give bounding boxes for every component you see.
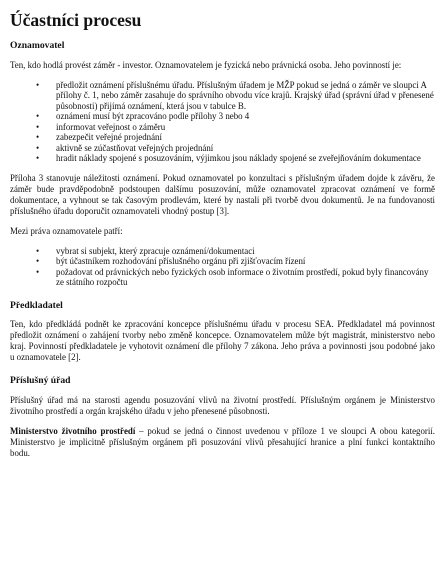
page-title: Účastníci procesu [10, 10, 142, 30]
oznamovatel-rights-list [10, 246, 435, 288]
list-item: • být účastníkem rozhodování příslušného orgánu při zjišťovacím řízení [56, 256, 435, 267]
oznamovatel-intro: Ten, kdo hodlá provést záměr - investor. Oznamovatelem je fyzická nebo právnická osoba. Jeho povinností je: [10, 59, 402, 70]
section-heading-oznamovatel: Oznamovatel [10, 40, 65, 52]
section-heading-predkladatel: Předkladatel [10, 299, 63, 311]
section-heading-prislusny-urad: Příslušný úřad [10, 375, 71, 387]
list-item: • vybrat si subjekt, který zpracuje oznámení/dokumentaci [56, 246, 435, 257]
oznamovatel-duties-list [10, 80, 435, 164]
list-item: • informovat veřejnost o záměru [56, 122, 435, 133]
list-item: • oznámení musí být zpracováno podle přílohy 3 nebo 4 [56, 111, 435, 122]
list-item: • hradit náklady spojené s posuzováním, výjimkou jsou náklady spojené se zveřejňováním dokumentace [56, 153, 435, 164]
ministry-text: – pokud se jedná o činnost uvedenou v příloze 1 ve sloupci A obou kategorií. Ministerstvo je implicitně příslušným orgánem při posuzování vlivů přesahující hranice a plní funkci kontaktního bodu. [10, 425, 435, 458]
predkladatel-text: Ten, kdo předkládá podnět ke zpracování koncepce příslušnému úřadu v procesu SEA. Předkladatel má povinnost předložit oznámení o zahájení tvorby nebo změně koncepce. Oznamovatelem může být magistrát, ministerstvo nebo kraj. Povinností předkladatele je vyhotovit oznámení dle přílohy 7 zákona. Jeho práva a povinnosti jsou podobné jako u oznamovatele [2]. [10, 319, 435, 363]
ministry-paragraph [10, 426, 435, 459]
ministry-label: Ministerstvo životního prostředí [10, 425, 136, 436]
rights-intro: Mezi práva oznamovatele patří: [10, 225, 123, 236]
list-item: • zabezpečit veřejné projednání [56, 132, 435, 143]
annex-paragraph: Příloha 3 stanovuje náležitosti oznámení. Pokud oznamovatel po konzultaci s příslušným úřadem dojde k závěru, že záměr bude pravděpodobně podstoupen dalšímu posuzování, může oznamovatel zpracovat oznámení ve formě dokumentace, a vyhnout se tak časovým prodlevám, které by nastali při tvorbě dvou dokumentů. Je na fundovanosti příslušného úřadu doporučit oznamovateli vhodný postup [3]. [10, 172, 435, 216]
list-item: • předložit oznámení příslušnému úřadu. Příslušným úřadem je MŽP pokud se jedná o záměr ve sloupci A přílohy č. 1, nebo záměr zasahuje do správního obvodu více krajů. Krajský úřad (správní úřad v přenesené působnosti) přijímá oznámení, která jsou v tabulce B. [56, 80, 435, 112]
list-item: • aktivně se zúčastňovat veřejných projednání [56, 143, 435, 154]
prislusny-urad-text: Příslušný úřad má na starosti agendu posuzování vlivů na životní prostředí. Příslušným orgánem je Ministerstvo životního prostředí a orgán krajského úřadu v jeho přenesené působnosti. [10, 394, 435, 416]
list-item: • požadovat od právnických nebo fyzických osob informace o životním prostředí, pokud byly financovány ze státního rozpočtu [56, 267, 435, 288]
